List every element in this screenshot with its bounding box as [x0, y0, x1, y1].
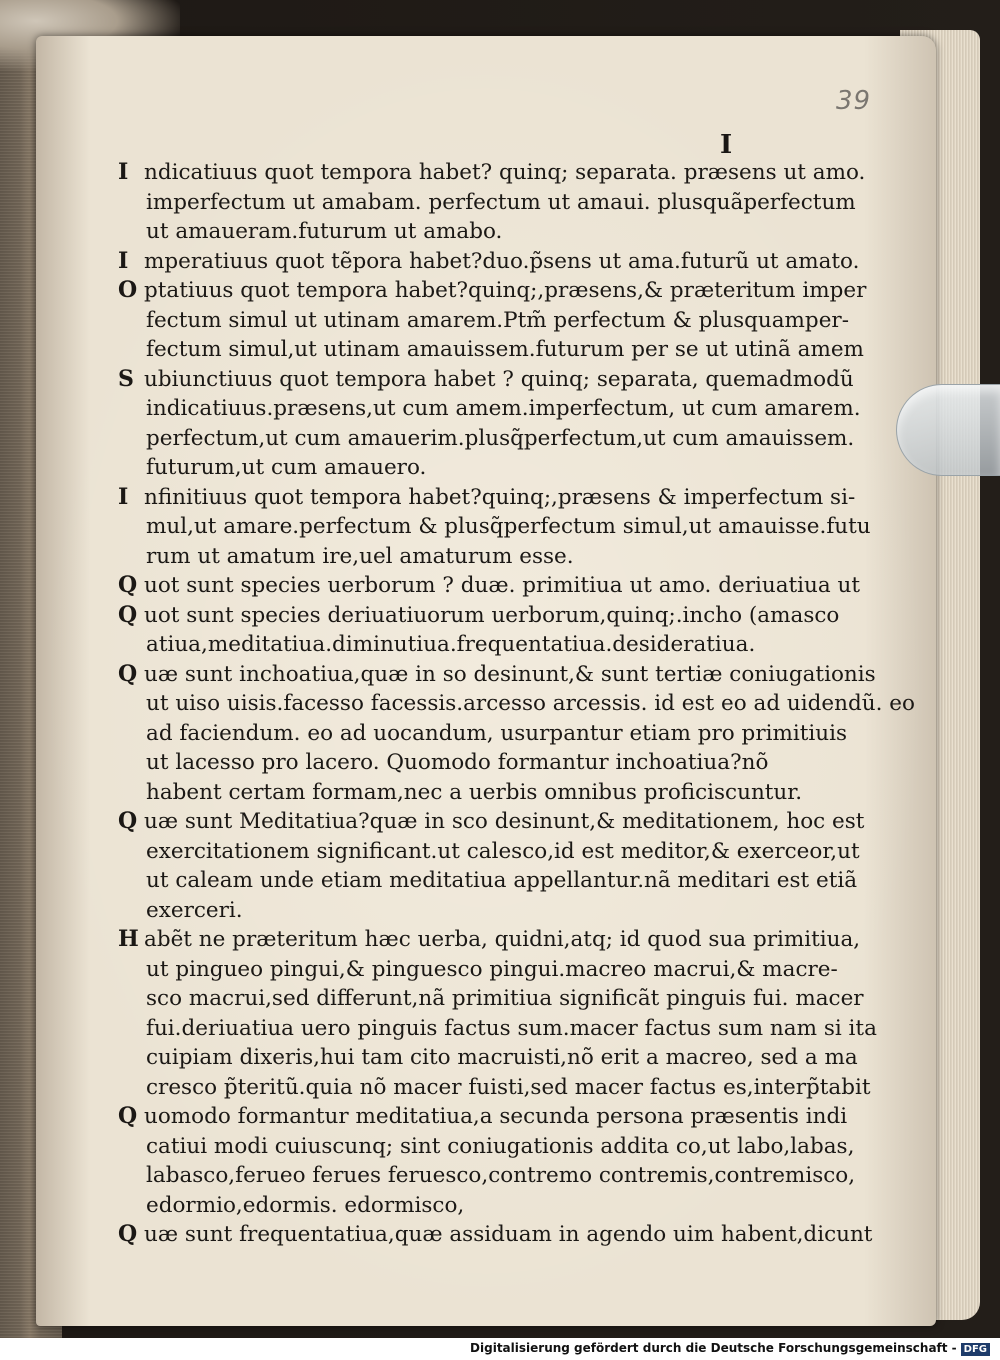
line-text: imperfectum ut amabam. perfectum ut amaui. plusquãperfectum	[146, 189, 856, 215]
text-line	[112, 1102, 848, 1132]
text-line	[112, 365, 854, 395]
text-line	[112, 512, 871, 542]
line-text: ut pingueo pingui,& pinguesco pingui.macreo macrui,& macre-	[146, 956, 838, 982]
text-line	[112, 188, 856, 218]
text-line	[112, 217, 812, 247]
text-line	[112, 778, 812, 808]
line-text: indicatiuus.præsens,ut cum amem.imperfectum, ut cum amarem.	[146, 396, 861, 421]
text-line	[112, 1014, 877, 1044]
line-text: ut caleam unde etiam meditatiua appellantur.nã meditari est etiã	[146, 868, 858, 893]
line-text: uomodo formantur meditatiua,a secunda persona præsentis indi	[144, 1104, 848, 1129]
line-text: ndicatiuus quot tempora habet? quinq; separata. præsens ut amo.	[144, 160, 866, 185]
text-line	[112, 807, 865, 837]
text-line	[112, 453, 812, 483]
text-line	[112, 306, 849, 336]
text-line	[112, 719, 848, 749]
text-line	[112, 335, 864, 365]
gathering-signature: I	[720, 130, 733, 160]
text-entry	[112, 247, 860, 277]
line-text: exercitationem significant.ut calesco,id est meditor,& exerceor,ut	[146, 838, 860, 864]
initial-letter: I	[118, 159, 129, 185]
text-line	[112, 1191, 812, 1221]
initial-letter: Q	[118, 1221, 138, 1247]
text-entry	[112, 660, 915, 808]
text-entry	[112, 807, 865, 925]
line-text: mperatiuus quot tẽpora habet?duo.p̃sens ut ama.futurũ ut amato.	[144, 248, 860, 274]
text-line	[112, 896, 812, 926]
line-text: catiui modi cuiuscunq; sint coniugationis addita co,ut labo,labas,	[146, 1133, 855, 1159]
text-line	[112, 955, 838, 985]
text-line	[112, 424, 855, 454]
line-text: ad faciendum. eo ad uocandum, usurpantur etiam pro primitiuis	[146, 720, 848, 746]
initial-letter: S	[118, 365, 134, 392]
line-text: mul,ut amare.perfectum & plusq̃perfectum simul,ut amauisse.futu	[146, 514, 871, 539]
initial-letter: Q	[118, 808, 138, 834]
line-text: nfinitiuus quot tempora habet?quinq;,præsens & imperfectum si-	[144, 484, 856, 510]
text-line	[112, 630, 812, 660]
line-text: perfectum,ut cum amauerim.plusq̃perfectum,ut cum amauissem.	[146, 425, 855, 451]
line-text: cuipiam dixeris,hui tam cito macruisti,nõ erit a macreo, sed a ma	[146, 1045, 858, 1070]
text-line	[112, 925, 861, 955]
line-text: ut amaueram.futurum ut amabo.	[146, 219, 503, 244]
line-text: uæ sunt Meditatiua?quæ in sco desinunt,& meditationem, hoc est	[144, 809, 865, 834]
line-text: abẽt ne præteritum hæc uerba, quidni,atq; id quod sua primitiua,	[144, 927, 861, 952]
text-line	[112, 984, 864, 1014]
initial-letter: Q	[118, 601, 138, 628]
text-line	[112, 394, 861, 424]
line-text: habent certam formam,nec a uerbis omnibus proficiscuntur.	[146, 779, 803, 805]
text-entry	[112, 1102, 856, 1220]
text-line	[112, 601, 840, 631]
initial-letter: O	[118, 277, 138, 303]
text-line	[112, 158, 866, 188]
line-text: uæ sunt frequentatiua,quæ assiduam in agendo uim habent,dicunt	[144, 1222, 873, 1247]
line-text: uot sunt species deriuatiuorum uerborum,quinq;.incho (amasco	[144, 602, 840, 628]
initial-letter: Q	[118, 572, 138, 598]
line-text: sco macrui,sed differunt,nã primitiua significãt pinguis fui. macer	[146, 986, 864, 1011]
line-text: edormio,edormis. edormisco,	[146, 1192, 465, 1218]
text-line	[112, 1161, 856, 1191]
footer-credit-text: Digitalisierung gefördert durch die Deutsche Forschungsgemeinschaft -	[470, 1341, 957, 1355]
text-line	[112, 247, 860, 277]
text-entry	[112, 158, 866, 247]
text-line	[112, 1220, 873, 1250]
line-text: uæ sunt inchoatiua,quæ in so desinunt,& sunt tertiæ coniugationis	[144, 661, 876, 687]
initial-letter: H	[118, 926, 139, 952]
text-line	[112, 748, 812, 778]
line-text: ubiunctiuus quot tempora habet ? quinq; separata, quemadmodũ	[144, 366, 854, 392]
text-line	[112, 689, 915, 719]
line-text: fectum simul,ut utinam amauissem.futurum per se ut utinã amem	[146, 337, 864, 362]
text-line	[112, 1132, 855, 1162]
line-text: labasco,ferueo ferues feruesco,contremo contremis,contremisco,	[146, 1163, 856, 1188]
text-line	[112, 660, 876, 690]
text-entry	[112, 601, 840, 660]
line-text: fectum simul ut utinam amarem.Ptm̃ perfectum & plusquamper-	[146, 307, 849, 333]
text-line	[112, 571, 861, 601]
page-text-block	[112, 158, 915, 1250]
line-text: ptatiuus quot tempora habet?quinq;,præsens,& præteritum imper	[144, 278, 867, 303]
text-entry	[112, 571, 861, 601]
line-text: ut uiso uisis.facesso facessis.arcesso arcessis. id est eo ad uidendũ. eo	[146, 691, 915, 716]
page-clip	[896, 384, 1000, 476]
text-entry	[112, 276, 867, 365]
text-line	[112, 866, 858, 896]
line-text: uot sunt species uerborum ? duæ. primitiua ut amo. deriuatiua ut	[144, 573, 861, 598]
text-line	[112, 837, 860, 867]
initial-letter: Q	[118, 1103, 138, 1129]
text-line	[112, 1073, 871, 1103]
footer-bar	[0, 1338, 1000, 1360]
line-text: cresco p̃teritũ.quia nõ macer fuisti,sed macer factus es,interp̃tabit	[146, 1074, 871, 1100]
text-line	[112, 1043, 858, 1073]
dfg-logo: DFG	[961, 1343, 990, 1356]
line-text: atiua,meditatiua.diminutiua.frequentatiua.desideratiua.	[146, 632, 756, 657]
text-entry	[112, 1220, 873, 1250]
initial-letter: Q	[118, 660, 138, 687]
initial-letter: I	[118, 483, 129, 510]
line-text: rum ut amatum ire,uel amaturum esse.	[146, 543, 574, 569]
text-line	[112, 542, 812, 572]
initial-letter: I	[118, 247, 129, 274]
line-text: exerceri.	[146, 897, 243, 923]
text-entry	[112, 925, 877, 1102]
footer-credit	[470, 1341, 990, 1356]
line-text: futurum,ut cum amauero.	[146, 455, 427, 480]
text-entry	[112, 365, 861, 483]
text-line	[112, 276, 867, 306]
folio-number: 39	[836, 86, 872, 116]
line-text: ut lacesso pro lacero. Quomodo formantur inchoatiua?nõ	[146, 750, 769, 775]
text-entry	[112, 483, 871, 572]
text-line	[112, 483, 856, 513]
line-text: fui.deriuatiua uero pinguis factus sum.macer factus sum nam si ita	[146, 1015, 877, 1041]
